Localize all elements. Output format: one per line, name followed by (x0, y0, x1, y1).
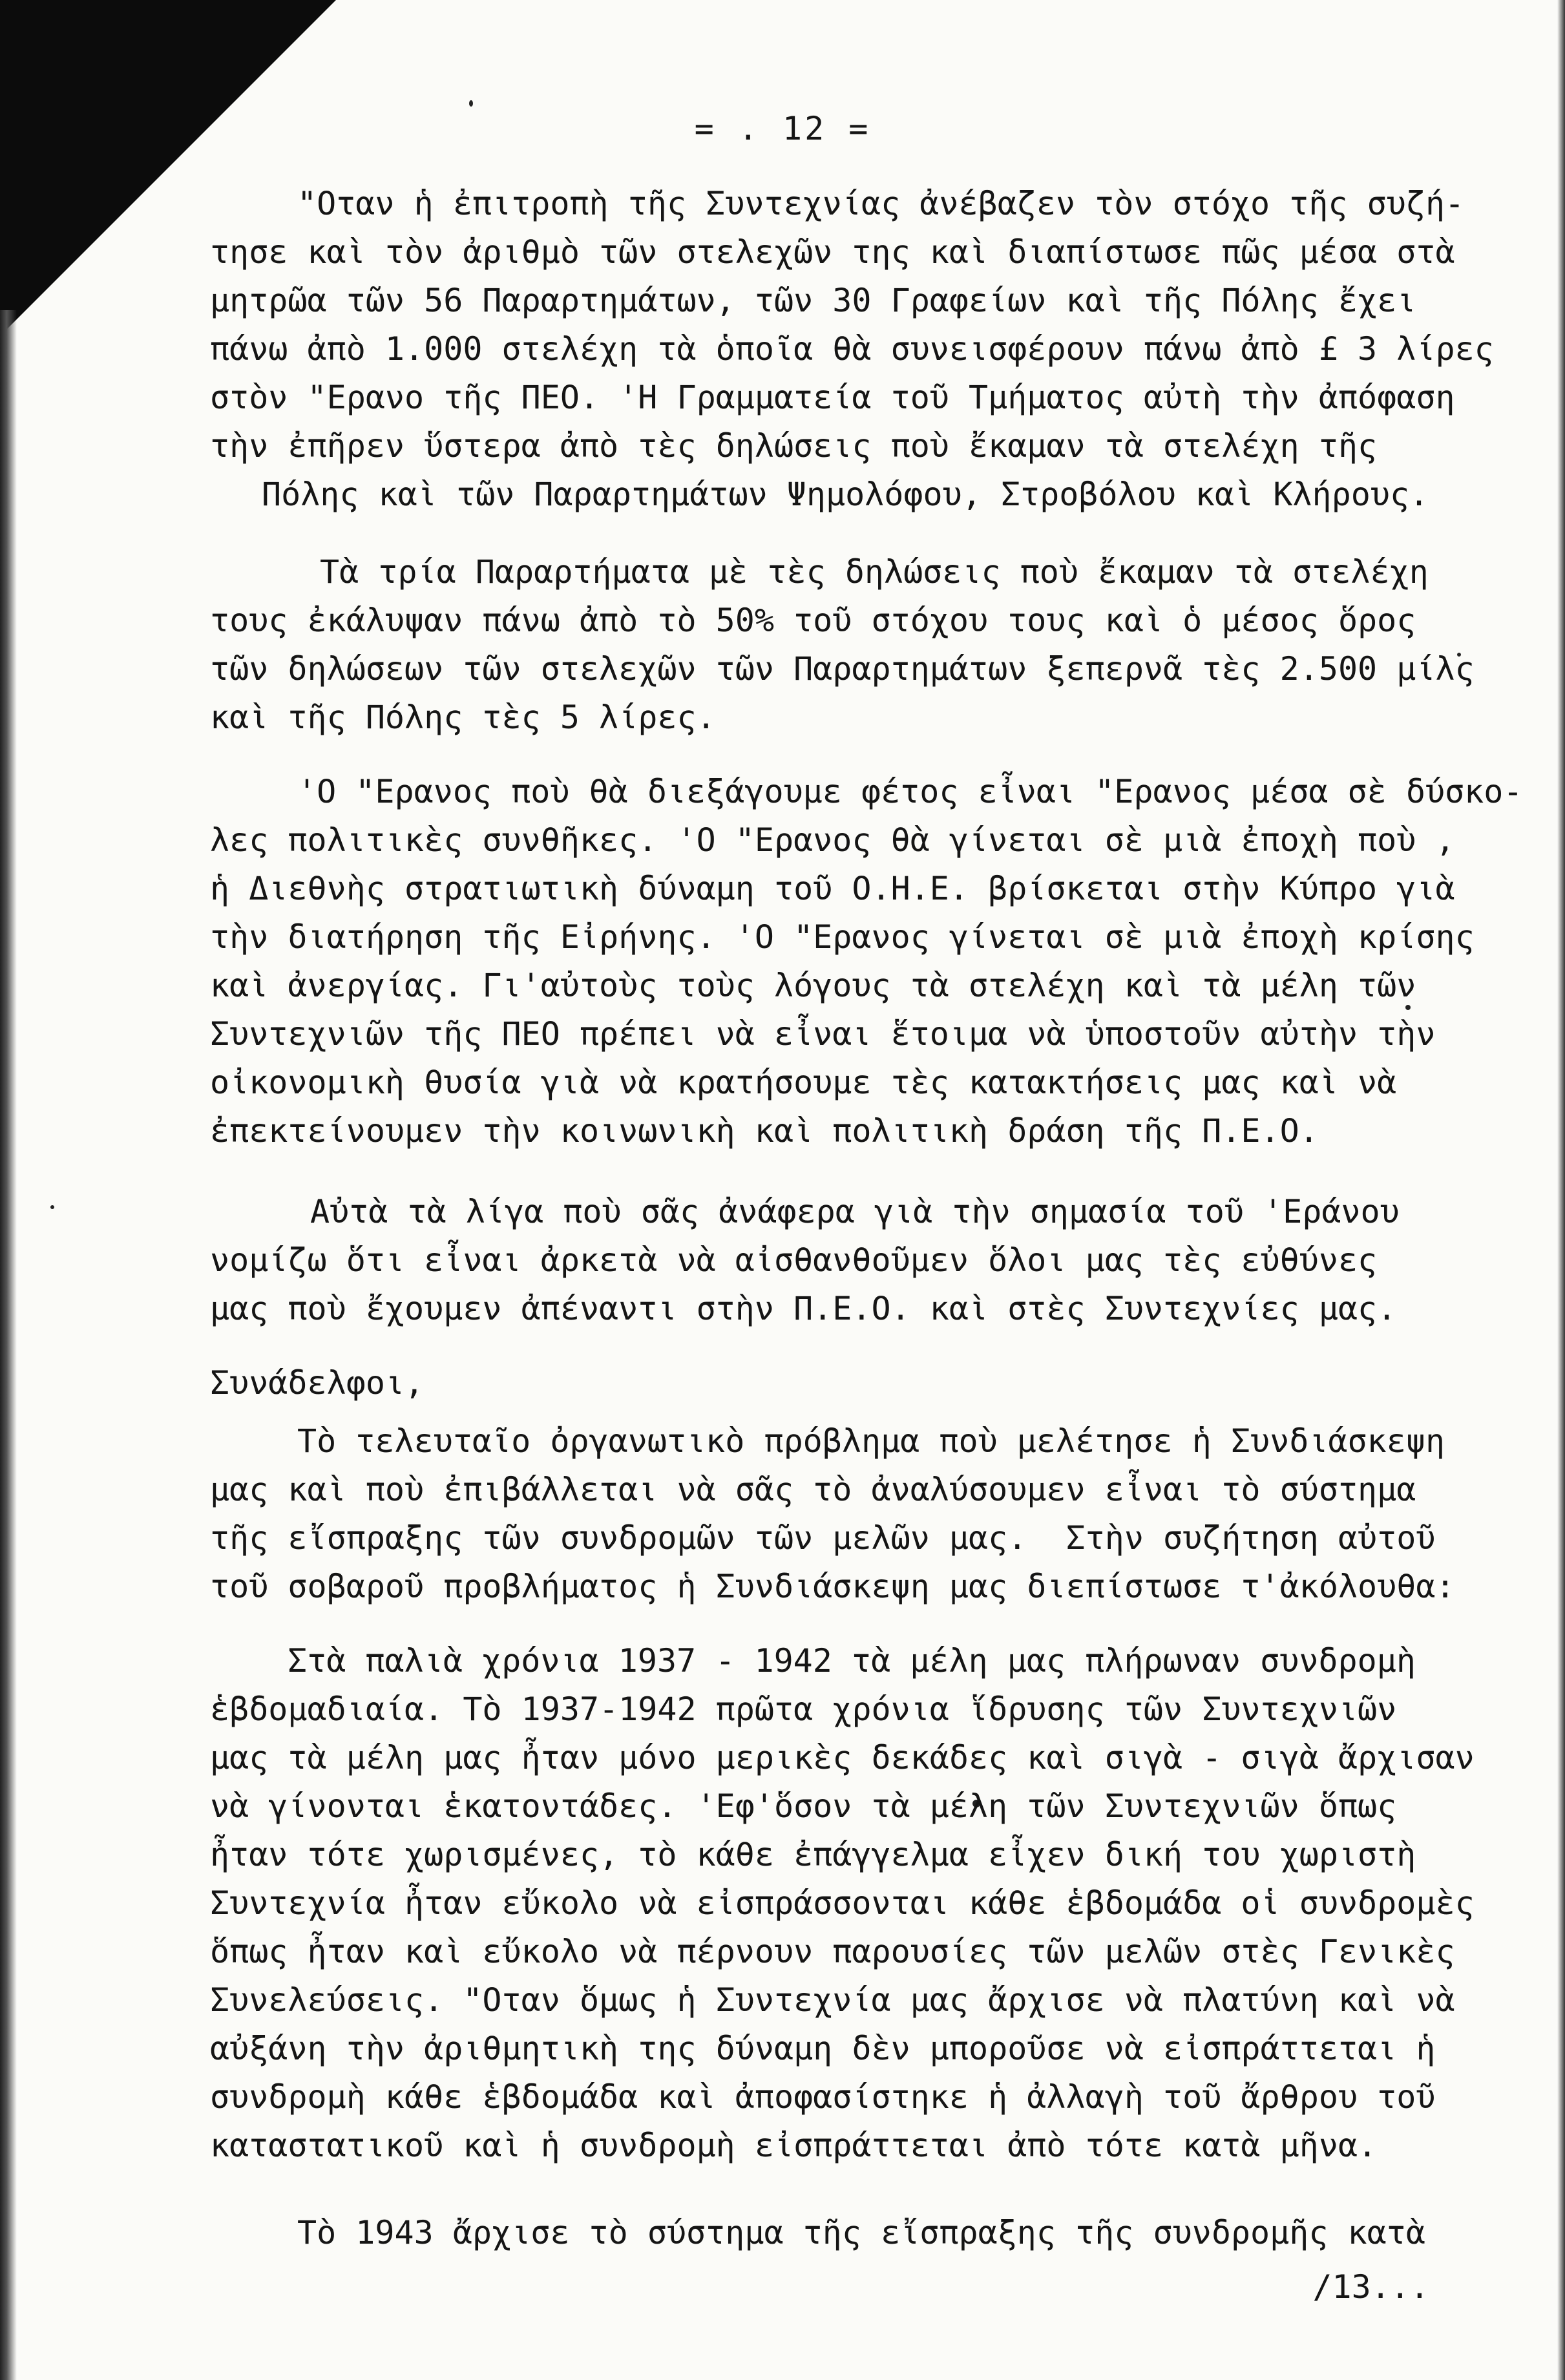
text-line: τησε καὶ τὸν ἀριθμὸ τῶν στελεχῶν της καὶ διαπίστωσε πῶς μέσα στὰ (210, 233, 1455, 271)
text-line: νομίζω ὅτι εἶναι ἀρκετὰ νὰ αἰσθανθοῦμεν ὅλοι μας τὲς εὐθύνες (210, 1241, 1378, 1279)
text-line: 'Ο "Ερανος ποὺ θὰ διεξάγουμε φέτος εἶναι "Ερανος μέσα σὲ δύσκο- (297, 773, 1523, 810)
text-line: ὅπως ἦταν καὶ εὔκολο νὰ πέρνουν παρουσίες τῶν μελῶν στὲς Γενικὲς (210, 1933, 1455, 1970)
text-line: τὴν διατήρηση τῆς Εἰρήνης. 'Ο "Ερανος γίνεται σὲ μιὰ ἐποχὴ κρίσης (210, 918, 1475, 956)
text-line: ἐπεκτείνουμεν τὴν κοινωνικὴ καὶ πολιτικὴ δράση τῆς Π.Ε.Ο. (210, 1112, 1319, 1150)
text-line: καταστατικοῦ καὶ ἡ συνδρομὴ εἰσπράττεται ἀπὸ τότε κατὰ μῆνα. (210, 2127, 1378, 2164)
scan-speck (1405, 1005, 1411, 1010)
text-line: Στὰ παλιὰ χρόνια 1937 - 1942 τὰ μέλη μας πλήρωναν συνδρομὴ (288, 1642, 1416, 1680)
text-line: Συντεχνία ἦταν εὔκολο νὰ εἰσπράσσονται κάθε ἑβδομάδα οἱ συνδρομὲς (210, 1884, 1475, 1922)
text-line: ἦταν τότε χωρισμένες, τὸ κάθε ἐπάγγελμα εἶχεν δική του χωριστὴ (210, 1836, 1416, 1873)
text-line: συνδρομὴ κάθε ἑβδομάδα καὶ ἀποφασίστηκε ἡ ἀλλαγὴ τοῦ ἄρθρου τοῦ (210, 2078, 1436, 2116)
text-line: νὰ γίνονται ἑκατοντάδες. 'Εφ'ὅσον τὰ μέλη τῶν Συντεχνιῶν ὅπως (210, 1787, 1397, 1825)
scan-speck (50, 1205, 54, 1209)
text-line: Συνελεύσεις. "Οταν ὅμως ἡ Συντεχνία μας ἄρχισε νὰ πλατύνη καὶ νὰ (210, 1981, 1455, 2019)
text-line: στὸν "Ερανο τῆς ΠΕΟ. 'Η Γραμματεία τοῦ Τμήματος αὐτὴ τὴν ἀπόφαση (210, 379, 1455, 416)
text-line: τὴν ἐπῆρεν ὕστερα ἀπὸ τὲς δηλώσεις ποὺ ἔκαμαν τὰ στελέχη τῆς (210, 427, 1378, 465)
scan-speck (469, 100, 473, 107)
text-line: ἑβδομαδιαία. Τὸ 1937-1942 πρῶτα χρόνια ἵδρυσης τῶν Συντεχνιῶν (210, 1690, 1397, 1728)
page-number: = . 12 = (694, 110, 871, 147)
text-line: Αὐτὰ τὰ λίγα ποὺ σᾶς ἀνάφερα γιὰ τὴν σημασία τοῦ 'Εράνου (310, 1193, 1400, 1230)
text-line: μητρῶα τῶν 56 Παραρτημάτων, τῶν 30 Γραφείων καὶ τῆς Πόλης ἔχει (210, 282, 1416, 319)
text-line: μας ποὺ ἔχουμεν ἀπέναντι στὴν Π.Ε.Ο. καὶ στὲς Συντεχνίες μας. (210, 1290, 1397, 1327)
text-line: Πόλης καὶ τῶν Παραρτημάτων Ψημολόφου, Στροβόλου καὶ Κλήρους. (262, 476, 1429, 513)
text-line: πάνω ἀπὸ 1.000 στελέχη τὰ ὁποῖα θὰ συνεισφέρουν πάνω ἀπὸ £ 3 λίρες (210, 330, 1494, 368)
text-line: ἡ Διεθνὴς στρατιωτικὴ δύναμη τοῦ Ο.Η.Ε. βρίσκεται στὴν Κύπρο γιὰ (210, 870, 1455, 907)
text-line: τους ἐκάλυψαν πάνω ἀπὸ τὸ 50% τοῦ στόχου τους καὶ ὁ μέσος ὅρος (210, 602, 1416, 639)
text-line: μας καὶ ποὺ ἐπιβάλλεται νὰ σᾶς τὸ ἀναλύσουμεν εἶναι τὸ σύστημα (210, 1471, 1416, 1508)
salutation: Συνάδελφοι, (210, 1364, 425, 1402)
text-line: "Οταν ἡ ἐπιτροπὴ τῆς Συντεχνίας ἀνέβαζεν τὸν στόχο τῆς συζή- (297, 185, 1465, 222)
text-line: καὶ ἀνεργίας. Γι'αὐτοὺς τοὺς λόγους τὰ στελέχη καὶ τὰ μέλη τῶν (210, 967, 1416, 1004)
text-line: Τὸ 1943 ἄρχισε τὸ σύστημα τῆς εἴσπραξης τῆς συνδρομῆς κατὰ (297, 2214, 1425, 2251)
text-line: Συντεχνιῶν τῆς ΠΕΟ πρέπει νὰ εἶναι ἕτοιμα νὰ ὑποστοῦν αὐτὴν τὴν (210, 1015, 1436, 1053)
text-line: τῆς εἴσπραξης τῶν συνδρομῶν τῶν μελῶν μας. Στὴν συζήτηση αὐτοῦ (210, 1519, 1436, 1557)
text-line: Τὰ τρία Παραρτήματα μὲ τὲς δηλώσεις ποὺ ἔκαμαν τὰ στελέχη (320, 553, 1429, 591)
right-scan-edge (1557, 0, 1565, 2380)
text-line: λες πολιτικὲς συνθῆκες. 'Ο "Ερανος θὰ γίνεται σὲ μιὰ ἐποχὴ ποὺ , (210, 821, 1455, 859)
left-scan-edge (0, 310, 17, 2380)
text-line: αὐξάνη τὴν ἀριθμητικὴ της δύναμη δὲν μποροῦσε νὰ εἰσπράττεται ἡ (210, 2030, 1436, 2067)
text-line: οἰκονομικὴ θυσία γιὰ νὰ κρατήσουμε τὲς κατακτήσεις μας καὶ νὰ (210, 1064, 1397, 1101)
text-line: Τὸ τελευταῖο ὀργανωτικὸ πρόβλημα ποὺ μελέτησε ἡ Συνδιάσκεψη (297, 1422, 1445, 1460)
continuation-marker: /13... (1312, 2268, 1429, 2306)
text-line: καὶ τῆς Πόλης τὲς 5 λίρες. (210, 699, 716, 736)
text-line: τοῦ σοβαροῦ προβλήματος ἡ Συνδιάσκεψη μας διεπίστωσε τ'ἀκόλουθα: (210, 1568, 1455, 1605)
text-line: τῶν δηλώσεων τῶν στελεχῶν τῶν Παραρτημάτων ξεπερνᾶ τὲς 2.500 μίλς (210, 650, 1475, 688)
text-line: μας τὰ μέλη μας ἦταν μόνο μερικὲς δεκάδες καὶ σιγὰ - σιγὰ ἄρχισαν (210, 1739, 1475, 1776)
